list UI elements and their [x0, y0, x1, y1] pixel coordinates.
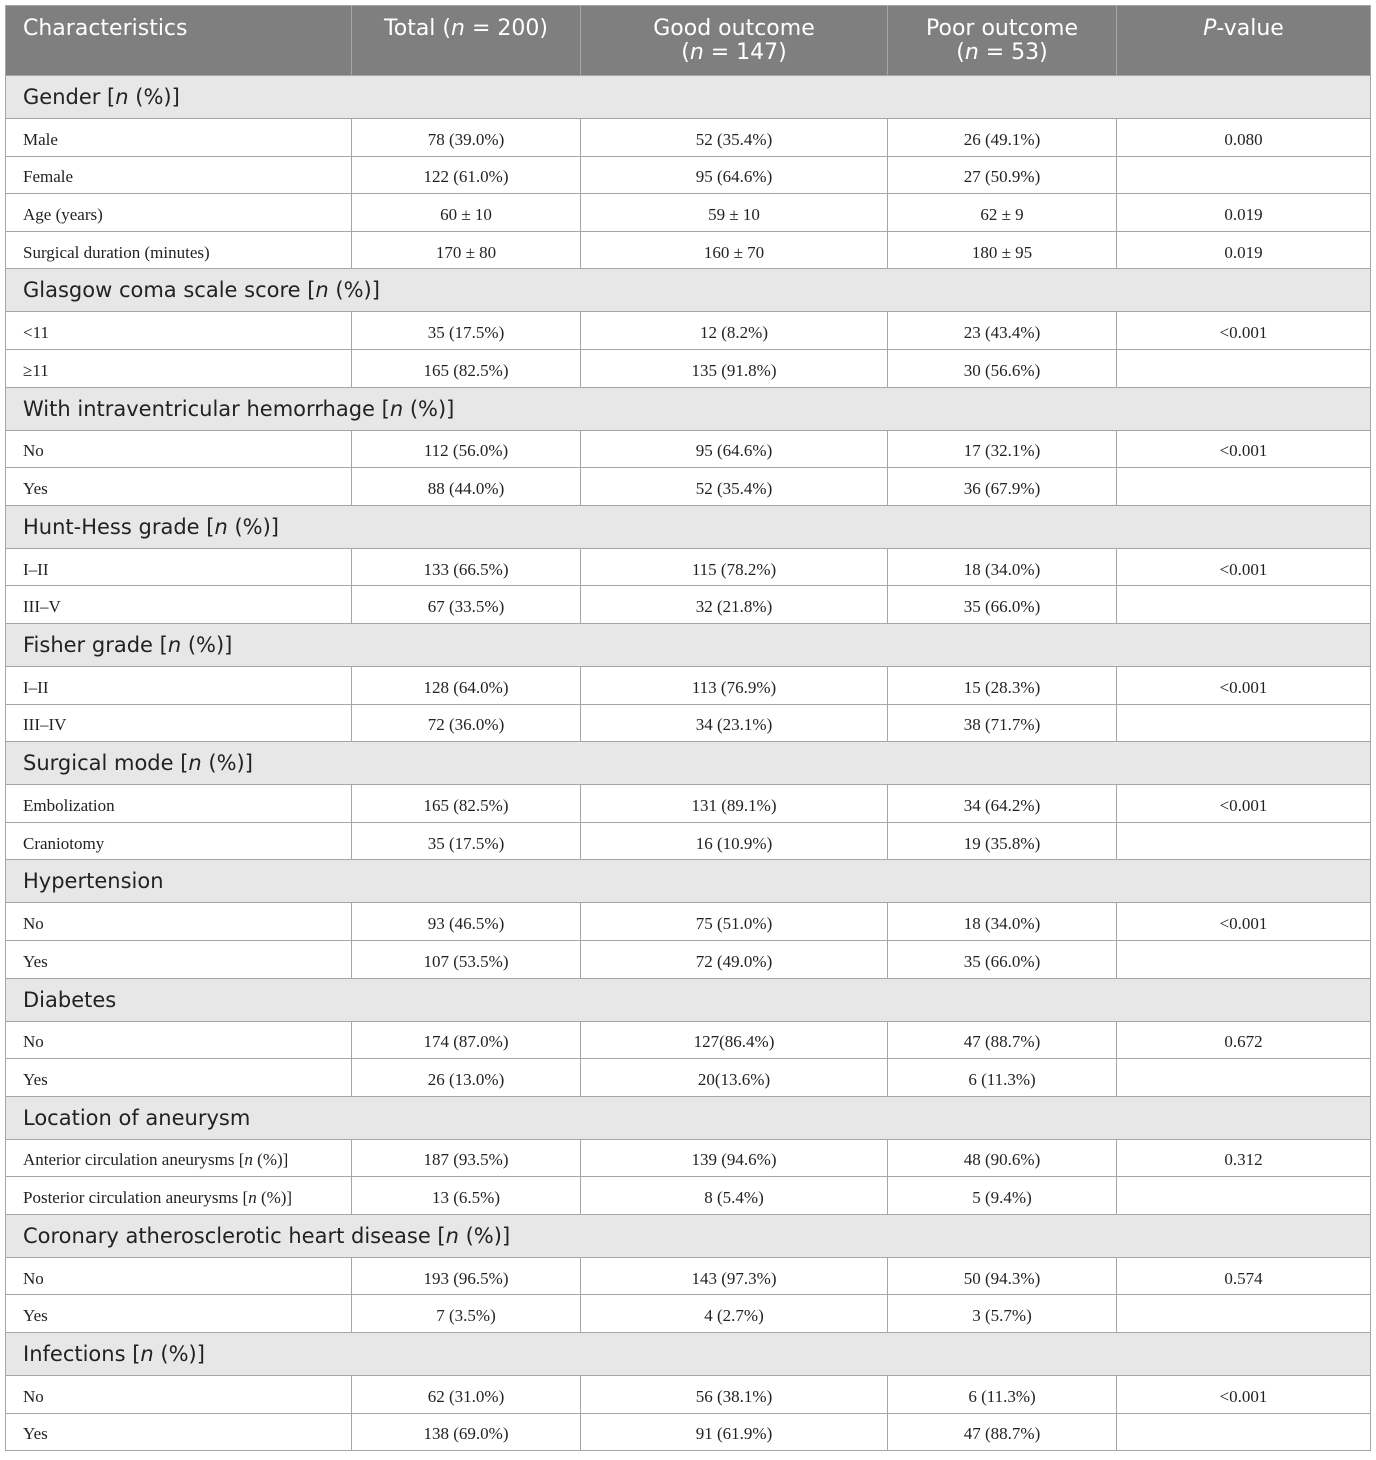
row-label [6, 1059, 352, 1097]
row-label [6, 1295, 352, 1333]
cell-good: 8 (5.4%) [581, 1177, 888, 1215]
cell-good: 72 (49.0%) [581, 940, 888, 978]
group-title-suffix: (%)] [153, 1342, 205, 1367]
table-header-row [6, 6, 1371, 76]
row-label [6, 430, 352, 468]
row-label-text: Yes [23, 951, 48, 971]
group-title-text: Hypertension [23, 869, 164, 894]
table-row [6, 1257, 1371, 1295]
row-label-text: Yes [23, 1069, 48, 1089]
cell-poor: 35 (66.0%) [888, 586, 1117, 624]
group-title-n: n [167, 632, 182, 657]
row-label-text: III–V [23, 597, 61, 617]
row-label [6, 1376, 352, 1414]
cell-p: <0.001 [1117, 785, 1371, 823]
group-title-suffix: (%)] [181, 632, 233, 657]
table-row [6, 822, 1371, 860]
cell-good: 115 (78.2%) [581, 548, 888, 586]
cell-p [1117, 1059, 1371, 1097]
cell-poor: 17 (32.1%) [888, 430, 1117, 468]
cell-good: 95 (64.6%) [581, 156, 888, 194]
cell-p [1117, 349, 1371, 387]
row-label-text: I–II [23, 559, 49, 579]
cell-total: 165 (82.5%) [352, 349, 581, 387]
cell-p [1117, 940, 1371, 978]
cell-good: 52 (35.4%) [581, 468, 888, 506]
row-label-text: Posterior circulation aneurysms [ [23, 1188, 249, 1208]
cell-total: 93 (46.5%) [352, 903, 581, 941]
cell-total: 13 (6.5%) [352, 1177, 581, 1215]
row-label-text: Female [23, 167, 74, 187]
table-row [6, 231, 1371, 269]
cell-poor: 27 (50.9%) [888, 156, 1117, 194]
group-header-row [6, 1096, 1371, 1139]
cell-good: 113 (76.9%) [581, 666, 888, 704]
cell-total: 88 (44.0%) [352, 468, 581, 506]
cell-good: 91 (61.9%) [581, 1413, 888, 1451]
cell-poor: 38 (71.7%) [888, 704, 1117, 742]
cell-poor: 48 (90.6%) [888, 1139, 1117, 1177]
table-row [6, 586, 1371, 624]
cell-good: 59 ± 10 [581, 194, 888, 232]
table-row [6, 940, 1371, 978]
row-label-text: No [23, 441, 44, 461]
row-label-text: ≥11 [23, 360, 49, 380]
group-title-text: Location of aneurysm [23, 1105, 251, 1130]
group-title-n: n [140, 1342, 154, 1367]
header-p-value: P-value [1117, 6, 1371, 76]
row-label-text: Yes [23, 1424, 48, 1444]
cell-total: 72 (36.0%) [352, 704, 581, 742]
cell-p [1117, 1177, 1371, 1215]
table-row [6, 1177, 1371, 1215]
cell-good: 32 (21.8%) [581, 586, 888, 624]
row-label [6, 903, 352, 941]
group-header-row [6, 269, 1371, 312]
group-header-row [6, 76, 1371, 119]
cell-poor: 18 (34.0%) [888, 548, 1117, 586]
header-characteristics: Characteristics [6, 6, 352, 76]
row-label [6, 586, 352, 624]
table-row [6, 1059, 1371, 1097]
row-label [6, 940, 352, 978]
row-label [6, 1413, 352, 1451]
row-label-text: Craniotomy [23, 833, 105, 853]
cell-total: 107 (53.5%) [352, 940, 581, 978]
row-label-text: <11 [23, 323, 49, 343]
group-title-text: Fisher grade [ [23, 632, 168, 657]
cell-poor: 23 (43.4%) [888, 312, 1117, 350]
group-header-row [6, 860, 1371, 903]
group-title-n: n [315, 278, 329, 303]
group-title-suffix: (%)] [458, 1223, 511, 1248]
group-title-text: Coronary atherosclerotic heart disease [ [23, 1223, 446, 1248]
table-row [6, 119, 1371, 157]
cell-good: 95 (64.6%) [581, 430, 888, 468]
cell-p: 0.019 [1117, 194, 1371, 232]
cell-total: 187 (93.5%) [352, 1139, 581, 1177]
cell-total: 165 (82.5%) [352, 785, 581, 823]
cell-poor: 19 (35.8%) [888, 822, 1117, 860]
table-row [6, 666, 1371, 704]
row-label-text: No [23, 914, 44, 934]
row-label-text: Yes [23, 1306, 48, 1326]
cell-p: 0.019 [1117, 231, 1371, 269]
row-label-text: Embolization [23, 795, 115, 815]
group-title-text: Infections [ [23, 1342, 141, 1367]
cell-poor: 15 (28.3%) [888, 666, 1117, 704]
group-title-suffix: (%)] [227, 514, 279, 539]
cell-poor: 6 (11.3%) [888, 1376, 1117, 1414]
row-label [6, 822, 352, 860]
group-title-text: Diabetes [23, 987, 117, 1012]
cell-total: 26 (13.0%) [352, 1059, 581, 1097]
cell-good: 131 (89.1%) [581, 785, 888, 823]
cell-p: <0.001 [1117, 548, 1371, 586]
cell-good: 16 (10.9%) [581, 822, 888, 860]
group-title-text: Gender [ [23, 85, 116, 109]
cell-poor: 34 (64.2%) [888, 785, 1117, 823]
cell-total: 67 (33.5%) [352, 586, 581, 624]
row-label [6, 349, 352, 387]
table-row [6, 312, 1371, 350]
cell-total: 174 (87.0%) [352, 1021, 581, 1059]
cell-good: 127(86.4%) [581, 1021, 888, 1059]
row-label [6, 231, 352, 269]
group-title-suffix: (%)] [128, 85, 180, 109]
row-label [6, 312, 352, 350]
cell-poor: 30 (56.6%) [888, 349, 1117, 387]
table-row [6, 468, 1371, 506]
row-label-text: Male [23, 129, 58, 149]
cell-p [1117, 586, 1371, 624]
group-title-suffix: (%)] [403, 396, 455, 421]
row-label-text: I–II [23, 677, 49, 697]
table-row [6, 1139, 1371, 1177]
row-label-text: Anterior circulation aneurysms [ [23, 1150, 245, 1170]
cell-poor: 180 ± 95 [888, 231, 1117, 269]
group-title-suffix: (%)] [201, 751, 253, 776]
row-label-suffix: (%)] [256, 1188, 293, 1208]
cell-good: 75 (51.0%) [581, 903, 888, 941]
group-title [6, 978, 1371, 1021]
table-row [6, 1295, 1371, 1333]
cell-good: 12 (8.2%) [581, 312, 888, 350]
row-label [6, 666, 352, 704]
header-good-outcome: Good outcome (n = 147) [581, 6, 888, 76]
cell-poor: 62 ± 9 [888, 194, 1117, 232]
table-row [6, 1413, 1371, 1451]
group-title [6, 860, 1371, 903]
group-title-n: n [214, 514, 228, 539]
group-header-row [6, 1333, 1371, 1376]
row-label [6, 548, 352, 586]
cell-poor: 47 (88.7%) [888, 1413, 1117, 1451]
table-row [6, 156, 1371, 194]
row-label [6, 1139, 352, 1177]
cell-poor: 26 (49.1%) [888, 119, 1117, 157]
table-row [6, 430, 1371, 468]
row-label [6, 156, 352, 194]
table-row [6, 194, 1371, 232]
cell-p [1117, 468, 1371, 506]
cell-total: 193 (96.5%) [352, 1257, 581, 1295]
group-header-row [6, 742, 1371, 785]
row-label-text: Surgical duration (minutes) [23, 242, 210, 262]
group-title [6, 1214, 1371, 1257]
cell-p: 0.312 [1117, 1139, 1371, 1177]
table-row [6, 903, 1371, 941]
cell-total: 60 ± 10 [352, 194, 581, 232]
cell-good: 160 ± 70 [581, 231, 888, 269]
cell-p: <0.001 [1117, 430, 1371, 468]
cell-p: <0.001 [1117, 312, 1371, 350]
group-title [6, 623, 1371, 666]
cell-good: 135 (91.8%) [581, 349, 888, 387]
cell-good: 20(13.6%) [581, 1059, 888, 1097]
table-row [6, 349, 1371, 387]
cell-poor: 6 (11.3%) [888, 1059, 1117, 1097]
group-title-suffix: (%)] [328, 278, 380, 303]
cell-p [1117, 1295, 1371, 1333]
table-row [6, 704, 1371, 742]
row-label [6, 704, 352, 742]
group-title-text: Surgical mode [ [23, 751, 189, 776]
row-label-text: Age (years) [23, 204, 103, 224]
row-label [6, 119, 352, 157]
group-title-n: n [188, 751, 202, 776]
row-label [6, 785, 352, 823]
cell-total: 128 (64.0%) [352, 666, 581, 704]
cell-good: 4 (2.7%) [581, 1295, 888, 1333]
group-header-row [6, 978, 1371, 1021]
cell-total: 138 (69.0%) [352, 1413, 581, 1451]
cell-p: 0.672 [1117, 1021, 1371, 1059]
group-title [6, 269, 1371, 312]
cell-total: 133 (66.5%) [352, 548, 581, 586]
cell-total: 35 (17.5%) [352, 822, 581, 860]
group-header-row [6, 505, 1371, 548]
row-label [6, 1257, 352, 1295]
cell-p [1117, 822, 1371, 860]
row-label [6, 1021, 352, 1059]
group-title-n: n [389, 396, 404, 421]
cell-total: 170 ± 80 [352, 231, 581, 269]
cell-good: 52 (35.4%) [581, 119, 888, 157]
row-label-text: Yes [23, 478, 48, 498]
cell-good: 139 (94.6%) [581, 1139, 888, 1177]
group-title-n: n [115, 85, 129, 109]
cell-p: 0.574 [1117, 1257, 1371, 1295]
group-title [6, 387, 1371, 430]
cell-total: 112 (56.0%) [352, 430, 581, 468]
cell-poor: 36 (67.9%) [888, 468, 1117, 506]
cell-p: <0.001 [1117, 903, 1371, 941]
cell-total: 78 (39.0%) [352, 119, 581, 157]
cell-good: 56 (38.1%) [581, 1376, 888, 1414]
row-label [6, 194, 352, 232]
cell-p [1117, 156, 1371, 194]
group-title [6, 1096, 1371, 1139]
table-body [6, 76, 1371, 1451]
group-title [6, 742, 1371, 785]
cell-total: 62 (31.0%) [352, 1376, 581, 1414]
row-label-text: No [23, 1032, 44, 1052]
cell-total: 35 (17.5%) [352, 312, 581, 350]
cell-poor: 47 (88.7%) [888, 1021, 1117, 1059]
group-title-text: Hunt-Hess grade [ [23, 514, 215, 539]
row-label [6, 1177, 352, 1215]
header-poor-outcome: Poor outcome (n = 53) [888, 6, 1117, 76]
row-label [6, 468, 352, 506]
row-label-suffix: (%)] [252, 1150, 289, 1170]
cell-poor: 35 (66.0%) [888, 940, 1117, 978]
row-label-text: No [23, 1268, 44, 1288]
cell-poor: 3 (5.7%) [888, 1295, 1117, 1333]
group-title-n: n [445, 1223, 459, 1248]
row-label-n: n [244, 1150, 253, 1170]
table-row [6, 1376, 1371, 1414]
row-label-text: No [23, 1386, 44, 1406]
table-row [6, 785, 1371, 823]
cell-poor: 50 (94.3%) [888, 1257, 1117, 1295]
cell-p: 0.080 [1117, 119, 1371, 157]
cell-good: 34 (23.1%) [581, 704, 888, 742]
row-label-text: III–IV [23, 715, 67, 735]
group-title [6, 1333, 1371, 1376]
cell-good: 143 (97.3%) [581, 1257, 888, 1295]
group-header-row [6, 387, 1371, 430]
cell-p: <0.001 [1117, 1376, 1371, 1414]
group-header-row [6, 623, 1371, 666]
cell-poor: 5 (9.4%) [888, 1177, 1117, 1215]
cell-p [1117, 704, 1371, 742]
cell-total: 7 (3.5%) [352, 1295, 581, 1333]
group-title-text: Glasgow coma scale score [ [23, 278, 316, 303]
header-total: Total (n = 200) [352, 6, 581, 76]
group-header-row [6, 1214, 1371, 1257]
cell-total: 122 (61.0%) [352, 156, 581, 194]
cell-p [1117, 1413, 1371, 1451]
group-title-text: With intraventricular hemorrhage [ [23, 396, 390, 421]
table-row [6, 548, 1371, 586]
cell-poor: 18 (34.0%) [888, 903, 1117, 941]
group-title [6, 76, 1371, 119]
group-title [6, 505, 1371, 548]
table-row [6, 1021, 1371, 1059]
characteristics-table [5, 5, 1371, 1451]
row-label-n: n [248, 1188, 257, 1208]
cell-p: <0.001 [1117, 666, 1371, 704]
